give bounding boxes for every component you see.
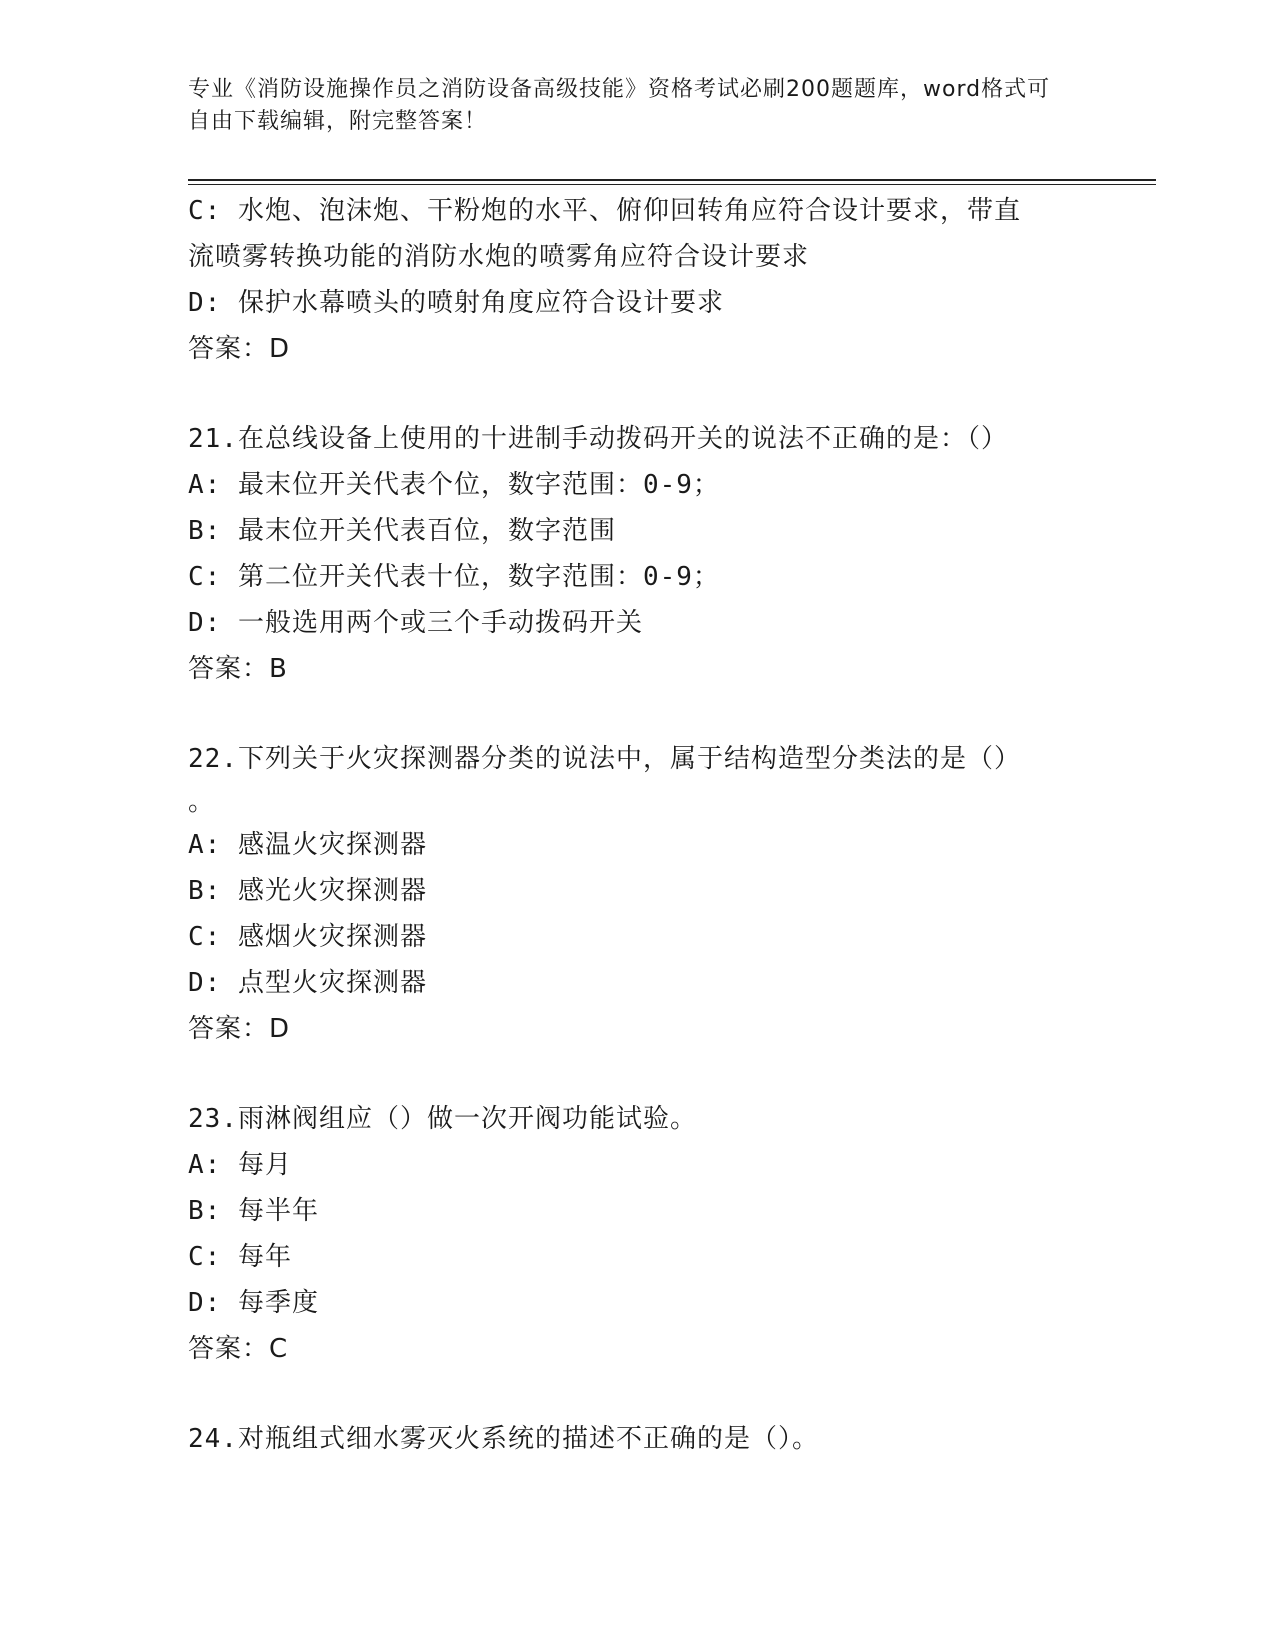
- question-block-21: [188, 416, 1088, 692]
- answer-line: 答案：B: [188, 654, 288, 684]
- option-c: C: 每年: [188, 1242, 292, 1272]
- question-block-22: [188, 736, 1088, 1052]
- option-a: A: 每月: [188, 1150, 292, 1180]
- question-list: [188, 188, 1088, 1462]
- option-c: C: 感烟火灾探测器: [188, 922, 427, 952]
- option-d: D: 点型火灾探测器: [188, 968, 427, 998]
- option-b: B: 最末位开关代表百位，数字范围: [188, 516, 616, 546]
- option-line: C: 水炮、泡沫炮、干粉炮的水平、俯仰回转角应符合设计要求，带直: [188, 196, 1021, 226]
- question-text-tail: 。: [188, 787, 216, 817]
- answer-line: 答案：D: [188, 334, 291, 364]
- option-line: D: 保护水幕喷头的喷射角度应符合设计要求: [188, 288, 724, 318]
- option-b: B: 感光火灾探测器: [188, 876, 427, 906]
- question-text: 21.在总线设备上使用的十进制手动拨码开关的说法不正确的是：（）: [188, 424, 1008, 454]
- question-text: 22.下列关于火灾探测器分类的说法中，属于结构造型分类法的是（）: [188, 744, 1021, 774]
- question-text: 23.雨淋阀组应（）做一次开阀功能试验。: [188, 1104, 697, 1134]
- option-d: D: 一般选用两个或三个手动拨码开关: [188, 608, 643, 638]
- option-a: A: 最末位开关代表个位，数字范围：0-9；: [188, 470, 720, 500]
- answer-line: 答案：D: [188, 1014, 291, 1044]
- option-c: C: 第二位开关代表十位，数字范围：0-9；: [188, 562, 720, 592]
- question-block-20: [188, 188, 1088, 372]
- option-line: 流喷雾转换功能的消防水炮的喷雾角应符合设计要求: [188, 242, 810, 272]
- option-d: D: 每季度: [188, 1288, 319, 1318]
- document-header: [188, 74, 1068, 138]
- option-b: B: 每半年: [188, 1196, 319, 1226]
- answer-line: 答案：C: [188, 1334, 289, 1364]
- header-divider-thin: [188, 184, 1156, 185]
- header-divider-thick: [188, 179, 1156, 181]
- option-a: A: 感温火灾探测器: [188, 830, 427, 860]
- question-block-23: [188, 1096, 1088, 1372]
- header-title: 专业《消防设施操作员之消防设备高级技能》资格考试必刷200题题库，word格式可自由下载编辑，附完整答案！: [188, 77, 1051, 134]
- question-block-24: [188, 1416, 1088, 1462]
- question-text: 24.对瓶组式细水雾灭火系统的描述不正确的是（）。: [188, 1424, 819, 1454]
